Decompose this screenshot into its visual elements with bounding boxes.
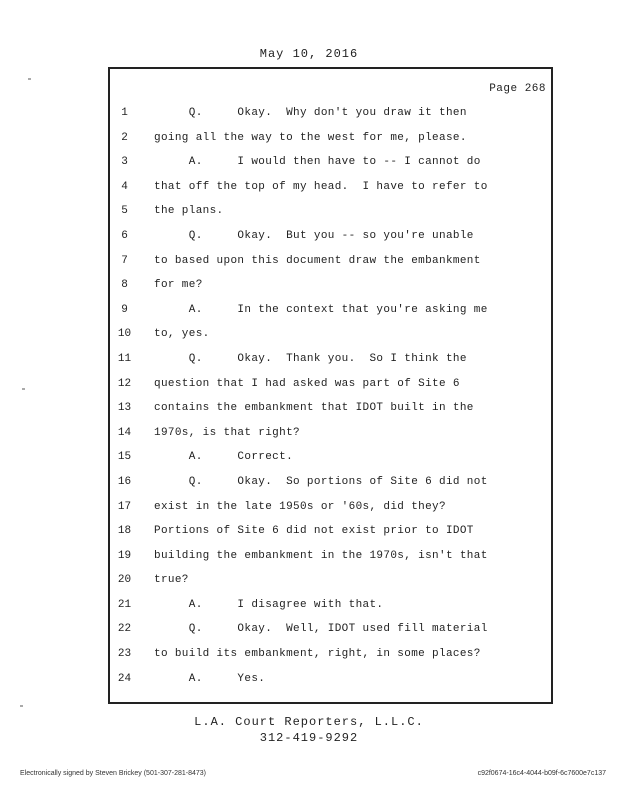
line-number: 11 [117,352,132,365]
transcript-line [108,470,553,495]
line-text: A. I would then have to -- I cannot do [154,156,481,169]
transcript-line [108,396,553,421]
court-reporter-phone: 312-419-9292 [259,731,359,745]
transcript-line [108,568,553,593]
transcript-line [108,273,553,298]
electronic-signature: Electronically signed by Steven Brickey (501-307-281-8473) [20,770,206,777]
line-number: 12 [117,377,132,390]
line-text: contains the embankment that IDOT built in the [154,402,474,415]
line-number: 9 [121,303,128,316]
line-number: 23 [117,648,132,661]
transcript-line [108,199,553,224]
line-number: 16 [117,475,132,488]
transcript-date: May 10, 2016 [259,47,359,61]
transcript-line [108,421,553,446]
line-text: Q. Okay. Thank you. So I think the [154,352,467,365]
line-number: 7 [121,254,128,267]
line-number: 15 [117,451,132,464]
line-text: for me? [154,279,203,292]
line-text: the plans. [154,205,224,218]
transcript-line [108,322,553,347]
transcript-line [108,101,553,126]
transcript-line [108,175,553,200]
transcript-line [108,617,553,642]
line-text: exist in the late 1950s or '60s, did they? [154,500,446,513]
line-text: building the embankment in the 1970s, isn't that [154,549,488,562]
transcript-line [108,298,553,323]
line-text: A. In the context that you're asking me [154,303,488,316]
line-number: 10 [117,328,132,341]
line-text: 1970s, is that right? [154,426,300,439]
transcript-line [108,372,553,397]
transcript-lines [108,101,553,691]
transcript-line [108,224,553,249]
line-number: 21 [117,598,132,611]
line-number: 22 [117,623,132,636]
line-number: 2 [121,131,128,144]
line-number: 4 [121,180,128,193]
transcript-line [108,445,553,470]
scan-speck [20,705,23,707]
line-text: to based upon this document draw the embankment [154,254,481,267]
line-number: 8 [121,279,128,292]
line-text: going all the way to the west for me, please. [154,131,467,144]
transcript-line [108,347,553,372]
line-number: 20 [117,574,132,587]
line-text: that off the top of my head. I have to refer to [154,180,488,193]
transcript-line [108,519,553,544]
line-text: to, yes. [154,328,210,341]
line-text: Portions of Site 6 did not exist prior to IDOT [154,525,474,538]
transcript-line [108,126,553,151]
line-text: A. Yes. [154,672,266,685]
page-number: Page 268 [489,83,546,95]
transcript-line [108,544,553,569]
line-number: 19 [117,549,132,562]
transcript-line [108,150,553,175]
transcript-line [108,593,553,618]
line-number: 6 [121,229,128,242]
line-number: 17 [117,500,132,513]
line-number: 13 [117,402,132,415]
line-number: 14 [117,426,132,439]
transcript-line [108,495,553,520]
line-text: A. Correct. [154,451,294,464]
line-text: Q. Okay. So portions of Site 6 did not [154,475,488,488]
line-number: 3 [121,156,128,169]
line-number: 18 [117,525,132,538]
line-number: 24 [117,672,132,685]
line-text: question that I had asked was part of Site 6 [154,377,460,390]
line-number: 5 [121,205,128,218]
line-text: Q. Okay. But you -- so you're unable [154,229,474,242]
line-text: Q. Okay. Well, IDOT used fill material [154,623,488,636]
transcript-line [108,249,553,274]
line-text: A. I disagree with that. [154,598,384,611]
scan-speck [28,78,31,80]
scan-speck [22,388,25,390]
line-text: Q. Okay. Why don't you draw it then [154,107,467,119]
line-text: true? [154,574,189,587]
transcript-line [108,642,553,667]
court-reporter-name: L.A. Court Reporters, L.L.C. [194,715,424,729]
line-number: 1 [121,107,128,119]
line-text: to build its embankment, right, in some places? [154,648,481,661]
document-id: c92f0674-16c4-4044-b09f-6c7600e7c137 [477,770,606,777]
transcript-line [108,667,553,692]
